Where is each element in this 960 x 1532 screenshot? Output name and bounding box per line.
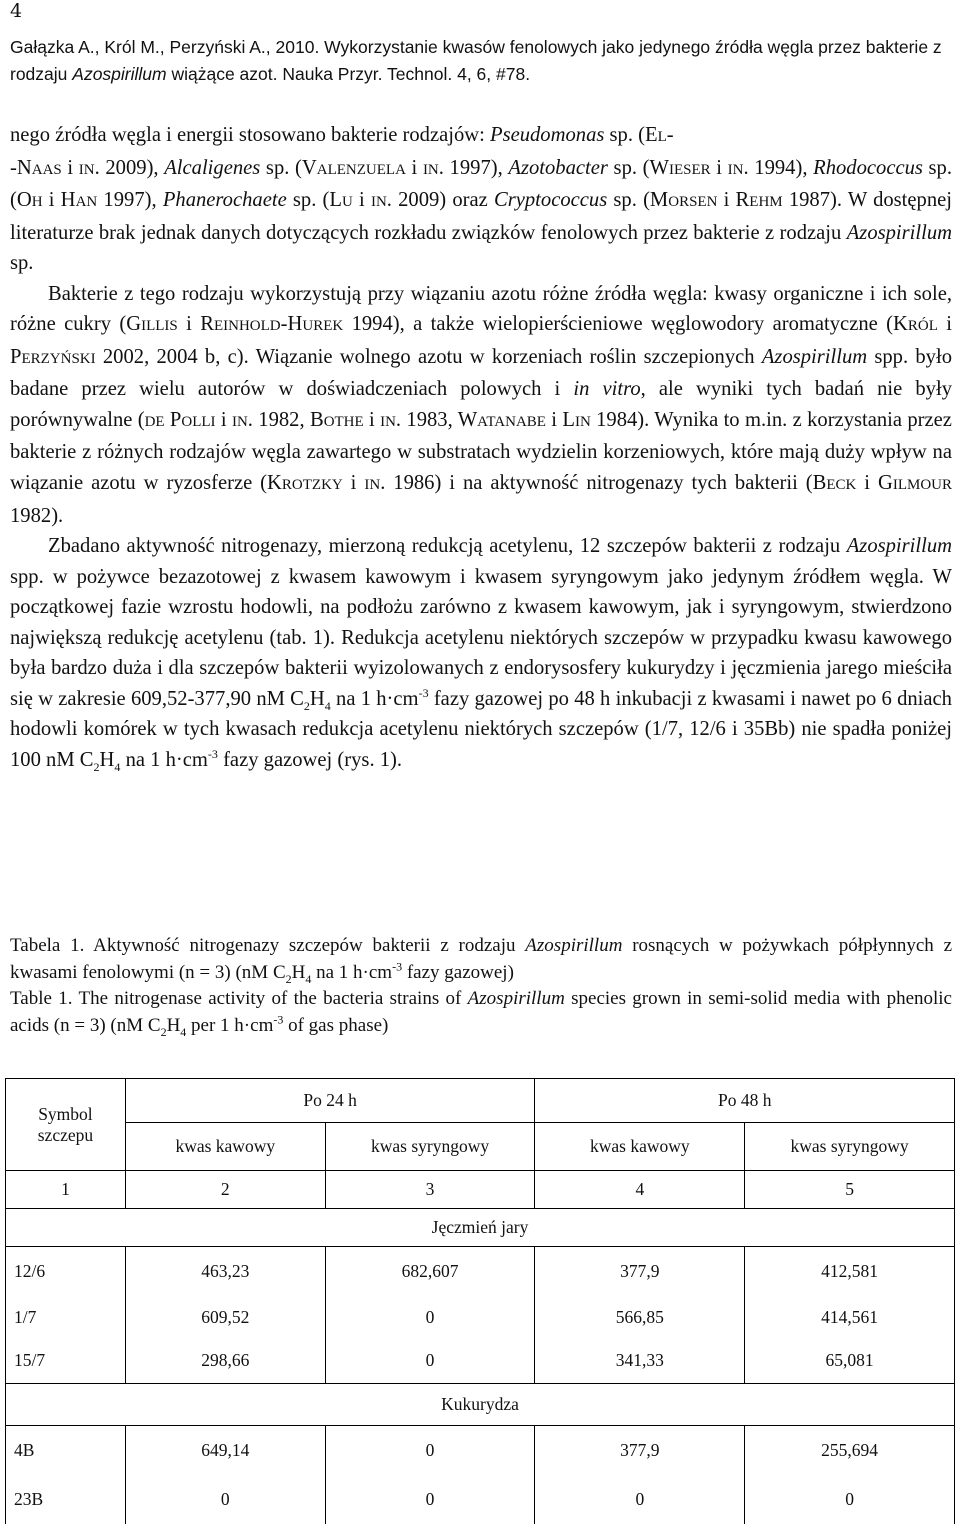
cell-value: 255,694 [745, 1426, 955, 1476]
header-syryngowy-48: kwas syryngowy [745, 1123, 955, 1171]
paragraph-2: Bakterie z tego rodzaju wykorzystują przy wiązaniu azotu różne źródła węgla: kwasy organiczne i ich sole, różne cukry (GILLIS i REINHOLD-HUREK 1994), a także wielopierścieniowe węglowodory aromatyczne (KRÓL i PERZYŃSKI 2002, 2004 b, c). Wiązanie wolnego azotu w korzeniach roślin szczepionych Azospirillum spp. było badane przez wielu autorów w doświadczeniach polowych i in vitro, ale wyniki tych badań nie były porównywalne (DE POLLI i IN. 1982, BOTHE i IN. 1983, WATANABE i LIN 1984). Wynika to m.in. z korzystania przez bakterie z różnych rodzajów węgla zawartego w substratach wydzielin korzeniowych, które mają duży wpływ na wiązanie azotu w ryzosferze (KROTZKY i IN. 1986) i na aktywność nitrogenazy tych bakterii (BECK i GILMOUR 1982). [10, 282, 952, 527]
cell-value: 0 [325, 1338, 535, 1384]
cell-value: 0 [745, 1476, 955, 1524]
table-row [6, 1297, 955, 1338]
cell-symbol: 23B [6, 1476, 126, 1524]
table-row [6, 1426, 955, 1476]
paragraph-3: Zbadano aktywność nitrogenazy, mierzoną redukcją acetylenu, 12 szczepów bakterii z rodzaju Azospirillum spp. w pożywce bezazotowej z kwasem kawowym i kwasem syryngowym jako jedynym źródłem węgla. W początkowej fazie wzrostu hodowli, na podłożu zarówno z kwasem kawowym, jak i syryngowym, stwierdzono największą redukcję acetylenu (tab. 1). Redukcja acetylenu niektórych szczepów w przypadku kwasu kawowego była bardzo duża i dla szczepów bakterii wyizolowanych z endorysosfery kukurydzy i jęczmienia jarego mieściła się w zakresie 609,52-377,90 nM $C_2H_4$ na 1 $h\cdot cm^{-3}$ fazy gazowej po 48 h inkubacji z kwasami i nawet po 6 dniach hodowli komórek w tych kwasach redukcja acetylenu niektórych szczepów (1/7, 12/6 i 35Bb) nie spadła poniżej 100 nM $C_2H_4$ na 1 $h\cdot cm^{-3}$ fazy gazowej (rys. 1). [10, 535, 952, 775]
col-number: 2 [125, 1171, 325, 1209]
table-caption-en: Table 1. The nitrogenase activity of the bacteria strains of Azospirillum species grown in semi-solid media with phenolic acids (n = 3) (nM $C_2H_4$ per 1 $h\cdot cm^{-3}$ of gas phase) [10, 988, 952, 1039]
cell-value: 0 [125, 1476, 325, 1524]
cell-symbol: 15/7 [6, 1338, 126, 1384]
cell-value: 682,607 [325, 1247, 535, 1297]
col-number: 5 [745, 1171, 955, 1209]
header-symbol: Symbol szczepu [6, 1079, 126, 1171]
cell-value: 341,33 [535, 1338, 745, 1384]
col-number: 3 [325, 1171, 535, 1209]
cell-value: 377,9 [535, 1426, 745, 1476]
page-number: 4 [10, 0, 23, 22]
cell-value: 566,85 [535, 1297, 745, 1338]
table-row [6, 1338, 955, 1384]
paragraph-1: nego źródła węgla i energii stosowano bakterie rodzajów: Pseudomonas sp. (EL- -NAAS i IN. 2009), Alcaligenes sp. (VALENZUELA i IN. 1997), Azotobacter sp. (WIESER i IN. 1994), Rhodococcus sp. (OH i HAN 1997), Phanerochaete sp. (LU i IN. 2009) oraz Cryptococcus sp. (MORSEN i REHM 1987). W dostępnej literaturze brak jednak danych dotyczących rozkładu związków fenolowych przez bakterie z rodzaju Azospirillum sp. [10, 124, 953, 275]
header-po24: Po 24 h [125, 1079, 535, 1123]
group-heading: Jęczmień jary [6, 1209, 955, 1247]
header-kawowy-48: kwas kawowy [535, 1123, 745, 1171]
cell-value: 0 [325, 1297, 535, 1338]
cell-value: 0 [325, 1476, 535, 1524]
header-syryngowy-24: kwas syryngowy [325, 1123, 535, 1171]
table-row [6, 1247, 955, 1297]
cell-symbol: 1/7 [6, 1297, 126, 1338]
cell-symbol: 4B [6, 1426, 126, 1476]
cell-value: 298,66 [125, 1338, 325, 1384]
body-text [10, 120, 952, 775]
cell-value: 649,14 [125, 1426, 325, 1476]
data-table [5, 1078, 955, 1524]
citation-rest: wiążące azot. Nauka Przyr. Technol. 4, 6, #78. [166, 64, 531, 84]
table-caption-pl: Tabela 1. Aktywność nitrogenazy szczepów bakterii z rodzaju Azospirillum rosnących w pożywkach półpłynnych z kwasami fenolowymi (n = 3) (nM $C_2H_4$ na 1 $h\cdot cm^{-3}$ fazy gazowej) [10, 935, 952, 986]
col-number: 4 [535, 1171, 745, 1209]
cell-symbol: 12/6 [6, 1247, 126, 1297]
cell-value: 0 [535, 1476, 745, 1524]
table-caption [10, 933, 952, 1039]
cell-value: 65,081 [745, 1338, 955, 1384]
cell-value: 414,561 [745, 1297, 955, 1338]
citation-genus: Azospirillum [72, 64, 167, 84]
group-heading: Kukurydza [6, 1384, 955, 1426]
cell-value: 463,23 [125, 1247, 325, 1297]
header-kawowy-24: kwas kawowy [125, 1123, 325, 1171]
citation-header [10, 34, 955, 88]
cell-value: 377,9 [535, 1247, 745, 1297]
cell-value: 609,52 [125, 1297, 325, 1338]
header-po48: Po 48 h [535, 1079, 955, 1123]
cell-value: 412,581 [745, 1247, 955, 1297]
table-row [6, 1476, 955, 1524]
col-number: 1 [6, 1171, 126, 1209]
citation-authors: Gałązka A., Król M., Perzyński A., 2010. Wykorzystanie kwasów fenolowych jako jedynego źródła węgla przez bakterie z rodzaju [10, 37, 942, 84]
cell-value: 0 [325, 1426, 535, 1476]
